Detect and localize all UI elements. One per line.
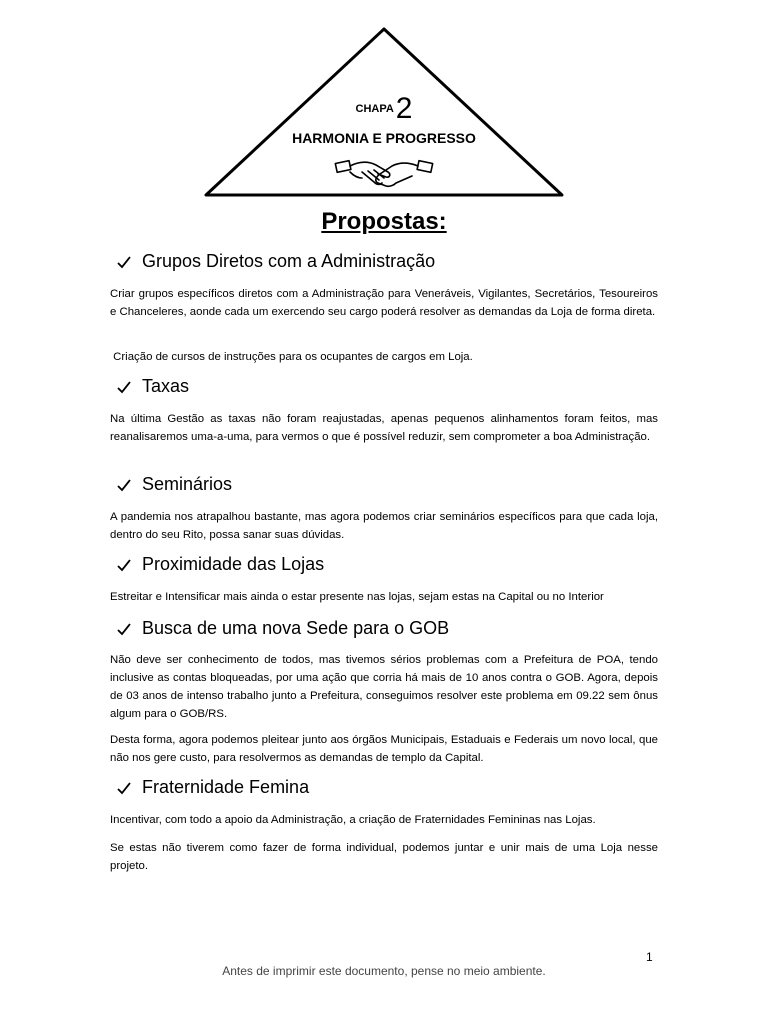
handshake-icon (334, 150, 434, 190)
check-icon (116, 621, 132, 637)
check-icon (116, 477, 132, 493)
section-paragraph: Se estas não tiverem como fazer de forma individual, podemos juntar e unir mais de uma Loja nesse projeto. (110, 842, 658, 872)
section-heading-seminarios (116, 474, 232, 495)
section-title: Busca de uma nova Sede para o GOB (142, 618, 450, 638)
chapa-number: 2 (395, 92, 413, 125)
section-paragraph: Criação de cursos de instruções para os ocupantes de cargos em Loja. (110, 351, 473, 363)
section-heading-taxas (116, 376, 189, 397)
section-title: Taxas (142, 376, 190, 396)
page-number: 1 (646, 950, 653, 964)
chapa-label: CHAPA2 (355, 92, 413, 125)
section-paragraph: Incentivar, com todo a apoio da Administração, a criação de Fraternidades Femininas nas Lojas. (110, 814, 596, 826)
section-heading-proximidade (116, 554, 324, 575)
check-icon (116, 557, 132, 573)
section-paragraph: A pandemia nos atrapalhou bastante, mas agora podemos criar seminários específicos para que cada loja, dentro do seu Rito, possa sanar suas dúvidas. (110, 511, 658, 541)
section-heading-fraternidade (116, 777, 309, 798)
slate-name: HARMONIA E PROGRESSO (292, 130, 476, 146)
check-icon (116, 379, 132, 395)
page-title: Propostas: (321, 208, 447, 235)
footer-note: Antes de imprimir este documento, pense no meio ambiente. (222, 964, 546, 978)
section-paragraph: Desta forma, agora podemos pleitear junto aos órgãos Municipais, Estaduais e Federais um novo local, que não nos gere custo, para resolvermos as demandas de templo da Capital. (110, 734, 658, 764)
section-heading-grupos-diretos (116, 251, 435, 272)
check-icon (116, 254, 132, 270)
section-title: Seminários (142, 474, 233, 494)
section-paragraph: Na última Gestão as taxas não foram reajustadas, apenas pequenos alinhamentos foram feitos, mas reanalisaremos uma-a-uma, para vermos o que é possível reduzir, sem comprometer a boa Administração. (110, 413, 658, 443)
check-icon (116, 780, 132, 796)
section-title: Proximidade das Lojas (142, 554, 325, 574)
section-title: Fraternidade Femina (142, 777, 310, 797)
section-heading-nova-sede (116, 618, 449, 639)
section-paragraph: Não deve ser conhecimento de todos, mas tivemos sérios problemas com a Prefeitura de POA, tendo inclusive as contas bloqueadas, por uma ação que corria há mais de 10 anos contra o GOB. Agora, depois de 03 anos de intenso trabalho junto a Prefeitura, conseguimos resolver este problema em 09.22 sem ônus algum para o GOB/RS. (110, 654, 658, 720)
section-paragraph: Estreitar e Intensificar mais ainda o estar presente nas lojas, sejam estas na Capital ou no Interior (110, 591, 604, 603)
section-paragraph: Criar grupos específicos diretos com a Administração para Veneráveis, Vigilantes, Secretários, Tesoureiros e Chanceleres, aonde cada um exercendo seu cargo poderá resolver as demandas da Loja de forma direta. (110, 288, 658, 318)
slate-logo (202, 26, 566, 198)
section-title: Grupos Diretos com a Administração (142, 251, 436, 271)
